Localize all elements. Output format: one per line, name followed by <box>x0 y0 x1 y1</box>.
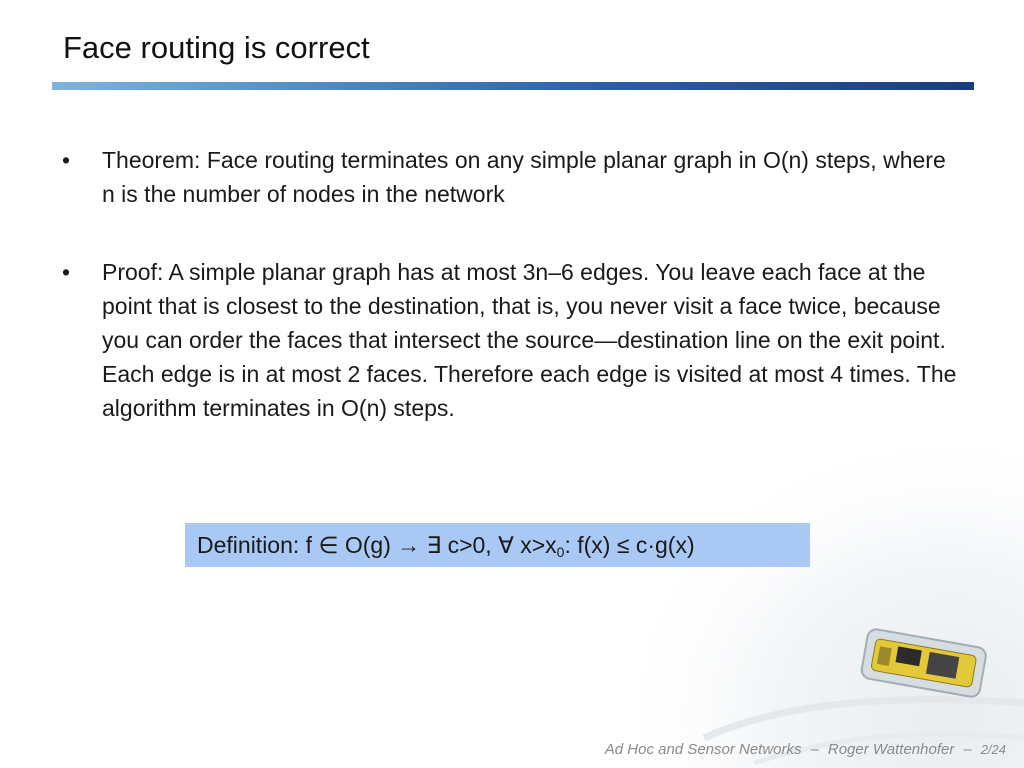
footer-separator: – <box>810 741 819 758</box>
footer-separator: – <box>963 741 972 758</box>
slide-title: Face routing is correct <box>63 30 370 65</box>
definition-box <box>185 523 810 567</box>
footer-author: Roger Wattenhofer <box>827 741 955 758</box>
definition-subscript: 0 <box>556 544 565 560</box>
bullet-item-theorem <box>62 143 962 211</box>
bullet-marker: • <box>62 147 71 173</box>
footer-course: Ad Hoc and Sensor Networks <box>604 741 802 758</box>
bullet-list <box>62 143 962 469</box>
definition-text: Definition: f ∈ O(g) → ∃ c>0, ∀ x>x <box>197 532 557 558</box>
bullet-text: Theorem: Face routing terminates on any simple planar graph in O(n) steps, where n is the number of nodes in the network <box>102 147 946 207</box>
page-number: 2/24 <box>980 742 1006 757</box>
bullet-marker: • <box>62 259 71 285</box>
sensor-node-background-image <box>644 438 1024 768</box>
bullet-text: Proof: A simple planar graph has at most 3n–6 edges. You leave each face at the point that is closest to the destination, that is, you never visit a face twice, because you can order the faces that intersect the source—destination line on the exit point. Each edge is in at most 2 faces. Therefore each edge is visited at most 4 times. The algorithm terminates in O(n) steps. <box>102 259 957 421</box>
slide-footer <box>605 741 1006 758</box>
bullet-item-proof <box>62 255 962 425</box>
definition-text-end: : f(x) ≤ c·g(x) <box>564 532 695 558</box>
title-underline-bar <box>52 82 974 90</box>
